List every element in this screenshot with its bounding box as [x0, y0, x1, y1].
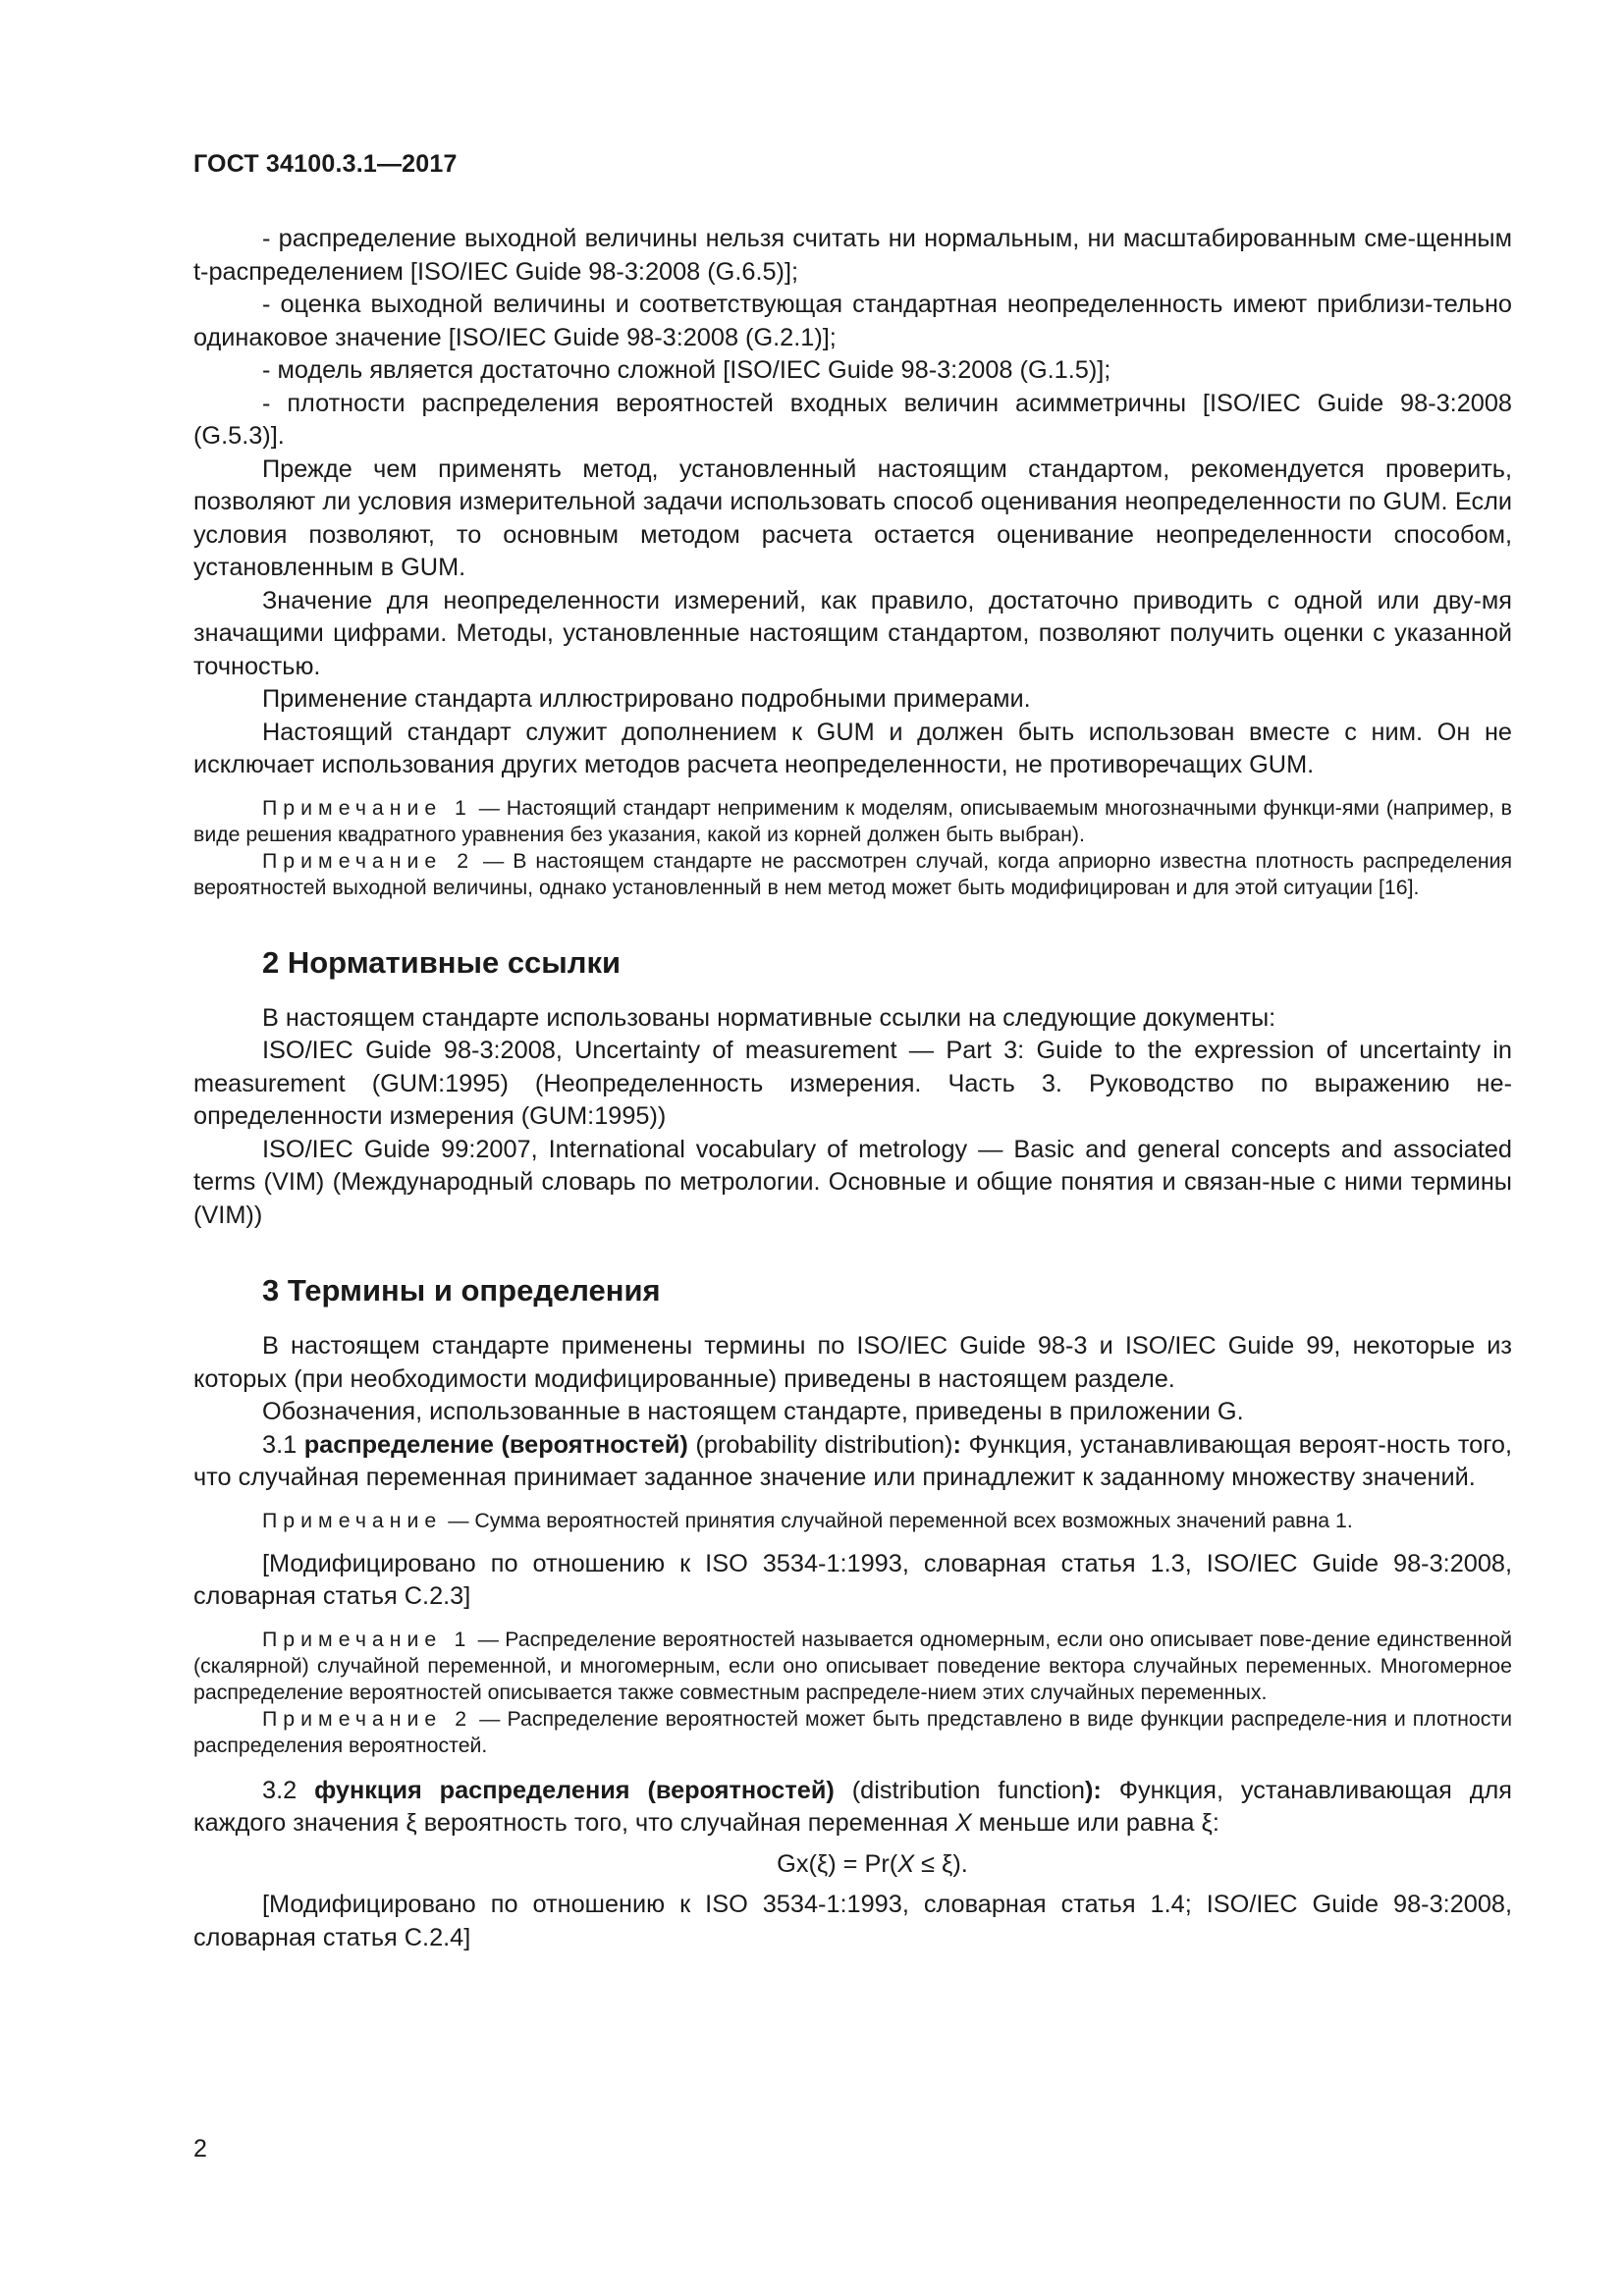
paragraph: В настоящем стандарте использованы нормативные ссылки на следующие документы:: [262, 1003, 1276, 1032]
paragraph: Обозначения, использованные в настоящем стандарте, приведены в приложении G.: [262, 1398, 1244, 1425]
reference-item: ISO/IEC Guide 99:2007, International vocabulary of metrology — Basic and general concepts and associated terms (VIM) (Международный словарь по метрологии. Основные и общие понятия и связан-ные с ними термины (VIM)): [193, 1135, 1512, 1229]
list-item: - модель является достаточно сложной [ISO/IEC Guide 98-3:2008 (G.1.5)];: [262, 356, 1111, 384]
term-name: функция распределения (вероятностей): [314, 1776, 835, 1804]
note-label: Примечание 2: [262, 1706, 473, 1731]
note-text: — В настоящем стандарте не рассмотрен случай, когда априорно известна плотность распределения вероятностей выходной величины, однако установленный в нем метод может быть модифицирован и для этой ситуации [16].: [193, 848, 1513, 899]
reference-item: ISO/IEC Guide 98-3:2008, Uncertainty of measurement — Part 3: Guide to the expression of uncertainty in measurement (GUM:1995) (Неопределенность измерения. Часть 3. Руководство по выражению не-определенности измерения (GUM:1995)): [193, 1037, 1512, 1130]
formula-left: Gx(ξ) = Pr(: [777, 1849, 898, 1878]
document-id: ГОСТ 34100.3.1—2017: [193, 150, 458, 178]
term-variable: X: [954, 1809, 972, 1837]
term-definition: [193, 1775, 1512, 1841]
note: [193, 848, 1512, 901]
page-body: [193, 223, 1512, 1954]
note: [193, 795, 1512, 848]
term-definition: [193, 1429, 1512, 1495]
term-text: Функция, устанавливающая для каждого значения ξ вероятность того, что случайная переменная: [193, 1776, 1512, 1837]
term-colon: ):: [1084, 1776, 1102, 1804]
modification-note: [Модифицировано по отношению к ISO 3534-1:1993, словарная статья 1.4; ISO/IEC Guide 98-3:2008, словарная статья С.2.4]: [193, 1891, 1512, 1951]
term-english: (probability distribution): [687, 1430, 953, 1459]
modification-note: [Модифицировано по отношению к ISO 3534-1:1993, словарная статья 1.3, ISO/IEC Guide 98-3:2008, словарная статья С.2.3]: [193, 1549, 1512, 1610]
page-number: 2: [193, 2135, 207, 2163]
paragraph: Применение стандарта иллюстрировано подробными примерами.: [262, 685, 1031, 713]
section-heading: 3 Термины и определения: [262, 1273, 661, 1308]
term-text: меньше или равна ξ:: [971, 1809, 1219, 1837]
note-text: — Сумма вероятностей принятия случайной переменной всех возможных значений равна 1.: [442, 1508, 1353, 1532]
list-item: - оценка выходной величины и соответствующая стандартная неопределенность имеют приблизи-тельно одинаковое значение [ISO/IEC Guide 98-3:2008 (G.2.1)];: [193, 291, 1512, 351]
term-text: Функция, устанавливающая вероят-ность того, что случайная переменная принимает заданное значение или принадлежит к заданному множеству значений.: [193, 1430, 1513, 1491]
term-name: распределение (вероятностей): [303, 1430, 688, 1459]
list-item: - плотности распределения вероятностей входных величин асимметричны [ISO/IEC Guide 98-3:2008 (G.5.3)].: [193, 389, 1512, 450]
note-label: Примечание 1: [262, 795, 472, 820]
term-english: (distribution function: [834, 1776, 1085, 1804]
note-text: — Распределение вероятностей может быть представлено в виде функции распределе-ния и плотности распределения вероятностей.: [193, 1706, 1512, 1757]
note-label: Примечание 2: [262, 848, 475, 873]
list-item: - распределение выходной величины нельзя считать ни нормальным, ни масштабированным сме-щенным t-распределением [ISO/IEC Guide 98-3:2008 (G.6.5)];: [193, 225, 1512, 286]
note: [193, 1508, 1512, 1534]
note: [193, 1627, 1512, 1706]
formula: [193, 1848, 1512, 1882]
formula-right: ≤ ξ).: [914, 1849, 968, 1878]
paragraph: Настоящий стандарт служит дополнением к GUM и должен быть использован вместе с ним. Он не исключает использования других методов расчета неопределенности, не противоречащих GUM.: [193, 718, 1512, 778]
term-number: 3.1: [262, 1430, 304, 1459]
note-text: — Настоящий стандарт неприменим к моделям, описываемым многозначными функци-ями (например, в виде решения квадратного уравнения без указания, какой из корней должен быть выбран).: [193, 795, 1512, 846]
term-number: 3.2: [262, 1776, 315, 1804]
term-colon: :: [952, 1430, 961, 1459]
paragraph: Прежде чем применять метод, установленный настоящим стандартом, рекомендуется проверить, позволяют ли условия измерительной задачи использовать способ оценивания неопределенности по GUM. Если условия позволяют, то основным методом расчета остается оценивание неопределенности способом, установленным в GUM.: [193, 454, 1512, 581]
paragraph: В настоящем стандарте применены термины по ISO/IEC Guide 98-3 и ISO/IEC Guide 99, некоторые из которых (при необходимости модифицированные) приведены в настоящем разделе.: [193, 1332, 1512, 1393]
paragraph: Значение для неопределенности измерений, как правило, достаточно приводить с одной или дву-мя значащими цифрами. Методы, установленные настоящим стандартом, позволяют получить оценки с указанной точностью.: [193, 586, 1512, 680]
section-heading: 2 Нормативные ссылки: [262, 944, 622, 980]
note-label: Примечание: [262, 1508, 443, 1532]
note: [193, 1706, 1512, 1759]
formula-variable: X: [897, 1849, 915, 1878]
note-text: — Распределение вероятностей называется одномерным, если оно описывает пове-дение единственной (скалярной) случайной переменной, и многомерным, если оно описывает поведение вектора случайных переменных. Многомерное распределение вероятностей описывается также совместным распределе-нием этих случайных переменных.: [193, 1627, 1512, 1704]
note-label: Примечание 1: [262, 1627, 472, 1651]
